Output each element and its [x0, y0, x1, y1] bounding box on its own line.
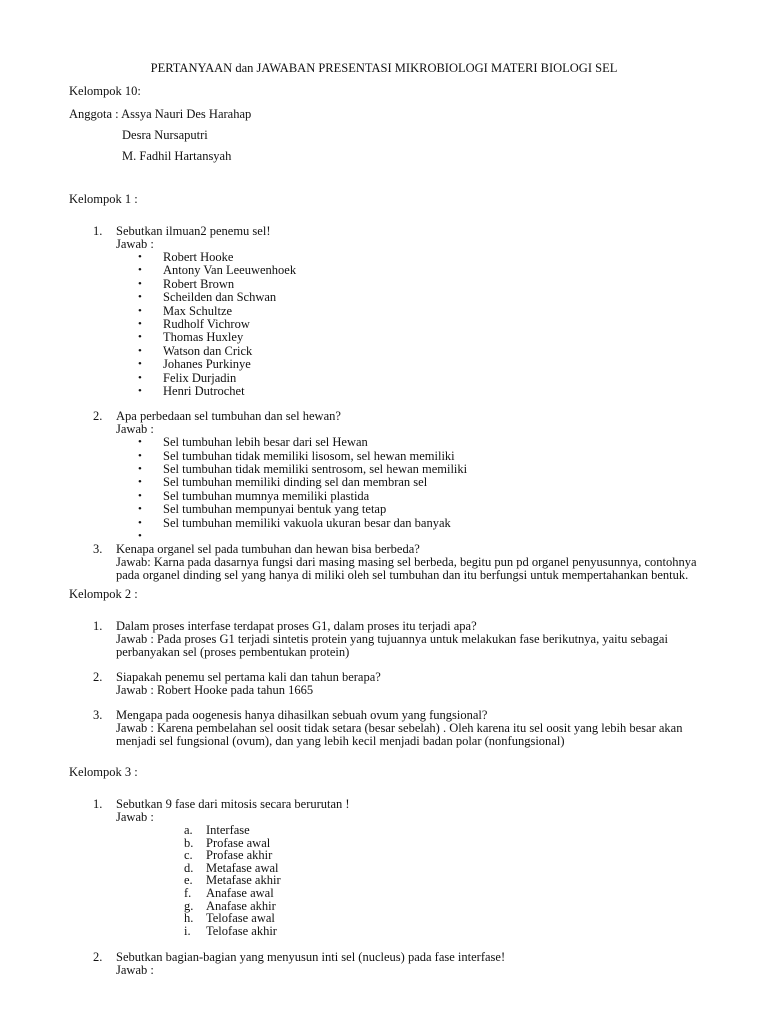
lettered-item: d. Metafase awal	[184, 860, 279, 875]
answer-text: Jawab : Karena pembelahan sel oosit tidak setara (besar sebelah) . Oleh karena itu sel oosit yang lebih besar akan menjadi sel fungsional (ovum), dan yang lebih kecil menjadi badan polar (nonfungsional)	[116, 721, 683, 748]
question-number: 2.	[93, 950, 103, 965]
section-heading: Kelompok 3 :	[69, 765, 138, 779]
question-number: 2.	[93, 670, 103, 684]
answer-label: Jawab :	[116, 237, 154, 251]
member-name: Desra Nursaputri	[122, 128, 208, 142]
bullet-item: • Johanes Purkinye	[138, 357, 251, 372]
answer-label: Jawab :	[116, 810, 154, 824]
section-heading: Kelompok 1 :	[69, 192, 138, 206]
bullet-item: • Sel tumbuhan memiliki vakuola ukuran besar dan banyak	[138, 515, 451, 530]
answer-bullet-list	[116, 436, 729, 543]
answer-text: Jawab : Robert Hooke pada tahun 1665	[116, 683, 314, 697]
question-text: Sebutkan bagian-bagian yang menyusun inti sel (nucleus) pada fase interfase!	[116, 950, 506, 965]
bullet-item: • Max Schultze	[138, 303, 233, 318]
group-label: Kelompok 10:	[69, 84, 141, 98]
answer-lettered-list	[116, 824, 729, 937]
member-name: M. Fadhil Hartansyah	[122, 149, 232, 163]
lettered-item: c. Profase akhir	[184, 848, 273, 863]
lettered-item: g. Anafase akhir	[184, 898, 276, 913]
question-item	[69, 709, 729, 748]
answer-label: Jawab :	[116, 963, 154, 978]
bullet-item: • Henri Dutrochet	[138, 383, 245, 398]
question-number: 3.	[93, 708, 103, 722]
question-item	[69, 671, 729, 697]
section-kelompok-2	[69, 588, 729, 748]
bullet-item: • Antony Van Leeuwenhoek	[138, 263, 297, 278]
answer-bullet-list	[116, 251, 729, 398]
bullet-item: • Scheilden dan Schwan	[138, 290, 277, 305]
bullet-item: • Sel tumbuhan memiliki dinding sel dan membran sel	[138, 475, 428, 490]
question-text: Dalam proses interfase terdapat proses G1, dalam proses itu terjadi apa?	[116, 619, 477, 633]
lettered-item: b. Profase awal	[184, 835, 271, 850]
question-item	[69, 543, 729, 582]
question-item	[69, 410, 729, 543]
bullet-item: • Rudholf Vichrow	[138, 316, 250, 331]
section-kelompok-1	[69, 193, 729, 582]
section-heading: Kelompok 2 :	[69, 587, 138, 601]
bullet-item: •	[138, 530, 142, 543]
bullet-item: • Sel tumbuhan tidak memiliki lisosom, sel hewan memiliki	[138, 448, 455, 463]
answer-text: Jawab: Karna pada dasarnya fungsi dari masing masing sel berbeda, begitu pun pd organel penyusunnya, contohnya pada organel dinding sel yang hanya di miliki oleh sel tumbuhan dan itu berfungsi untuk mempertahankan bentuk.	[116, 555, 697, 583]
bullet-item: • Watson dan Crick	[138, 343, 253, 358]
question-text: Kenapa organel sel pada tumbuhan dan hewan bisa berbeda?	[116, 542, 420, 557]
question-text: Apa perbedaan sel tumbuhan dan sel hewan?	[116, 409, 341, 424]
question-item	[69, 620, 729, 659]
bullet-item: • Sel tumbuhan mempunyai bentuk yang tetap	[138, 502, 387, 517]
answer-text: Jawab : Pada proses G1 terjadi sintetis protein yang tujuannya untuk melakukan fase berikutnya, yaitu sebagai perbanyakan sel (proses pembentukan protein)	[116, 632, 668, 659]
question-number: 1.	[93, 224, 103, 238]
lettered-item: e. Metafase akhir	[184, 873, 281, 888]
question-text: Siapakah penemu sel pertama kali dan tahun berapa?	[116, 670, 381, 684]
bullet-item: • Felix Durjadin	[138, 370, 237, 385]
lettered-item: a. Interfase	[184, 823, 250, 837]
question-number: 1.	[93, 619, 103, 633]
bullet-item: • Thomas Huxley	[138, 330, 244, 345]
bullet-item: • Robert Hooke	[138, 250, 234, 264]
lettered-item: i. Telofase akhir	[184, 923, 277, 938]
question-number: 2.	[93, 409, 103, 424]
lettered-item: h. Telofase awal	[184, 911, 275, 926]
section-kelompok-3	[69, 766, 729, 977]
question-item	[69, 225, 729, 398]
question-item	[69, 798, 729, 937]
question-text: Sebutkan 9 fase dari mitosis secara berurutan !	[116, 797, 350, 811]
answer-label: Jawab :	[116, 422, 154, 437]
lettered-item: f. Anafase awal	[184, 885, 274, 900]
bullet-item: • Sel tumbuhan tidak memiliki sentrosom, sel hewan memiliki	[138, 462, 468, 477]
question-text: Sebutkan ilmuan2 penemu sel!	[116, 224, 271, 238]
document-title: PERTANYAAN dan JAWABAN PRESENTASI MIKROBIOLOGI MATERI BIOLOGI SEL	[150, 61, 618, 75]
bullet-item: • Sel tumbuhan mumnya memiliki plastida	[138, 488, 370, 503]
question-number: 1.	[93, 797, 103, 811]
question-item	[69, 951, 729, 977]
question-text: Mengapa pada oogenesis hanya dihasilkan sebuah ovum yang fungsional?	[116, 708, 488, 722]
bullet-item: • Robert Brown	[138, 276, 235, 291]
members-label: Anggota : Assya Nauri Des Harahap	[69, 107, 252, 121]
question-number: 3.	[93, 542, 103, 557]
bullet-item: • Sel tumbuhan lebih besar dari sel Hewan	[138, 435, 368, 450]
